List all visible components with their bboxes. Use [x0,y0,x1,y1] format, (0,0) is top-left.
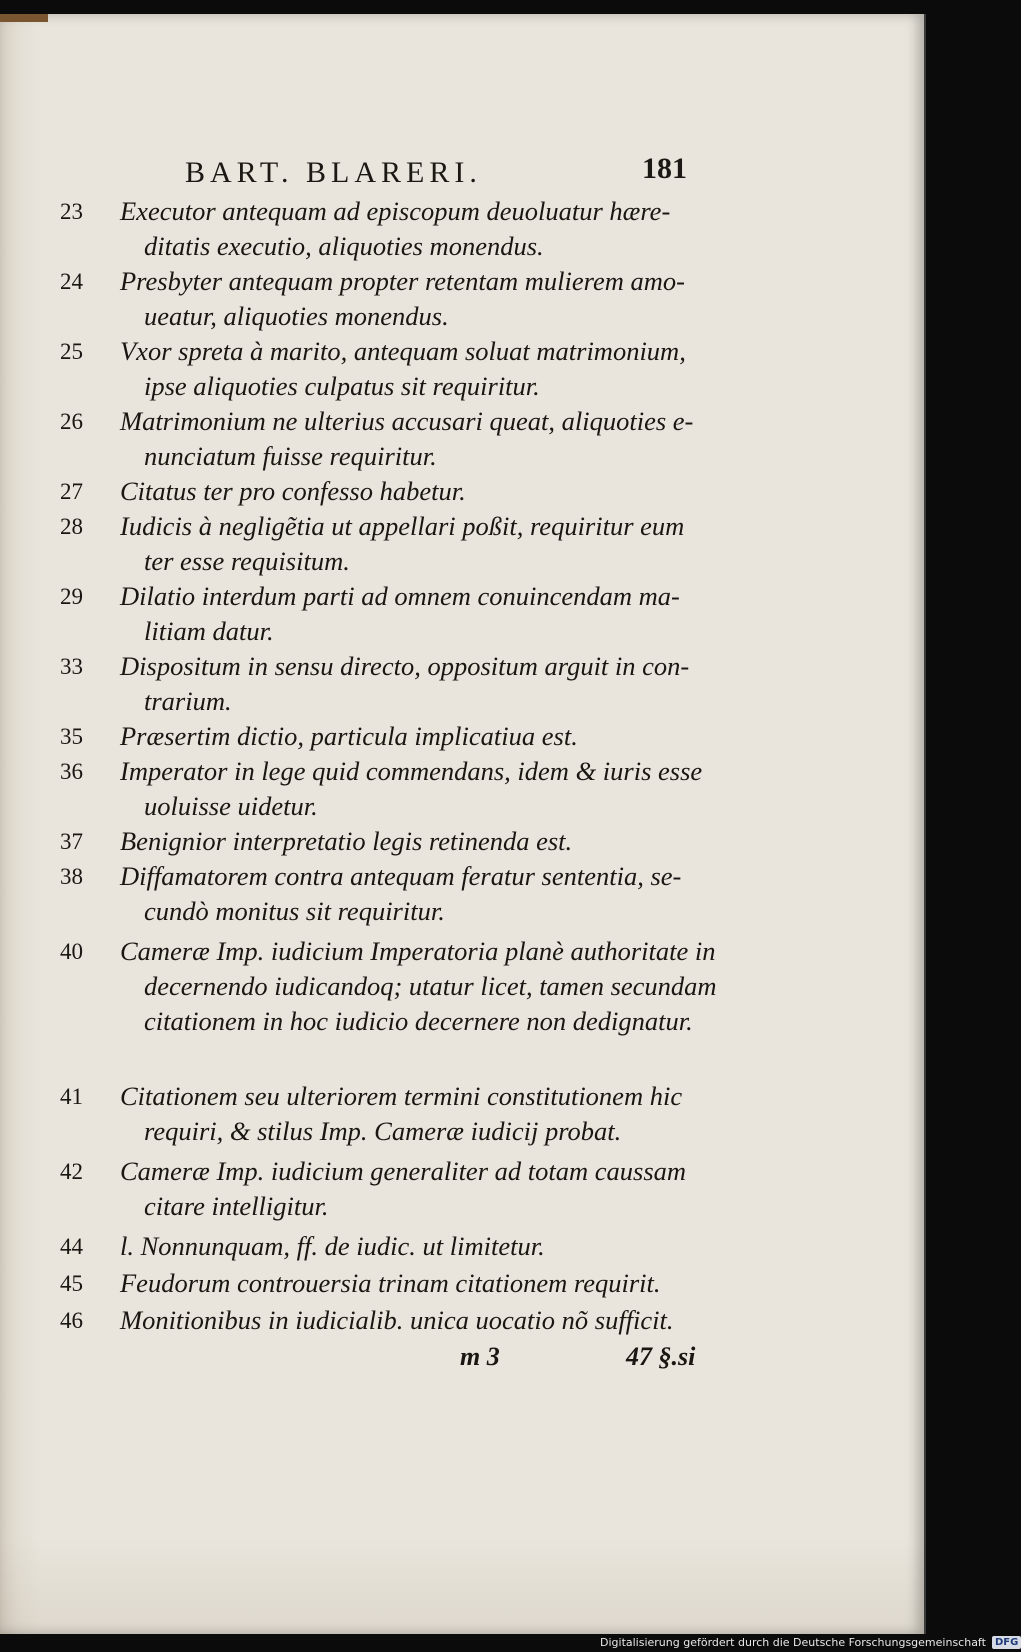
index-entry [60,1154,720,1224]
index-entry [60,194,720,264]
signature-mark: m 3 [460,1342,500,1371]
entry-number: 28 [60,514,83,539]
page-number: 181 [642,152,687,185]
entry-text: Feudorum controuersia trinam citationem requirit. [120,1268,661,1298]
entry-number: 35 [60,724,83,749]
index-entry [60,1266,720,1301]
entry-text: Monitionibus in iudicialib. unica uocatio nõ sufficit. [120,1305,674,1335]
book-page [0,14,926,1634]
entry-number: 23 [60,199,83,224]
entry-text: Matrimonium ne ulterius accusari queat, aliquoties enunciatum fuisse requiritur. [120,406,694,471]
index-entry [60,824,720,859]
entry-text: Dispositum in sensu directo, oppositum arguit in contrarium. [120,651,690,716]
entry-number: 40 [60,939,83,964]
index-entry [60,404,720,474]
entry-text: Citationem seu ulteriorem termini constitutionem hic requiri, & stilus Imp. Cameræ iudicij probat. [120,1081,683,1146]
funding-notice: Digitalisierung gefördert durch die Deutsche Forschungsgemeinschaft [600,1635,986,1649]
entry-number: 45 [60,1271,83,1296]
entry-text: Presbyter antequam propter retentam mulierem amoueatur, aliquoties monendus. [120,266,685,331]
entry-number: 42 [60,1159,83,1184]
entry-number: 36 [60,759,83,784]
entry-number: 24 [60,269,83,294]
entry-number: 46 [60,1308,83,1333]
index-entry [60,649,720,719]
entry-text: Cameræ Imp. iudicium generaliter ad totam caussam citare intelligitur. [120,1156,687,1221]
entry-text: Imperator in lege quid commendans, idem & iuris esse uoluisse uidetur. [120,756,703,821]
index-entry [60,579,720,649]
entry-text: Vxor spreta à marito, antequam soluat matrimonium, ipse aliquoties culpatus sit requiritur. [120,336,686,401]
entry-number: 37 [60,829,83,854]
index-entry [60,1079,720,1149]
index-entries [0,14,924,1414]
entry-text: Dilatio interdum parti ad omnem conuincendam malitiam datur. [120,581,680,646]
entry-text: Cameræ Imp. iudicium Imperatoria planè authoritate in decernendo iudicandoq; utatur licet, tamen secundam citationem in hoc iudicio decernere non dedignatur. [120,936,717,1036]
entry-number: 25 [60,339,83,364]
index-entry [60,334,720,404]
entry-number: 27 [60,479,83,504]
entry-number: 41 [60,1084,83,1109]
index-entry [60,509,720,579]
entry-text: Diffamatorem contra antequam feratur sententia, secundò monitus sit requiritur. [120,861,682,926]
index-entry [60,859,720,929]
entry-number: 33 [60,654,83,679]
entry-number: 38 [60,864,83,889]
digitization-footer [600,1632,1019,1652]
index-entry [60,754,720,824]
entry-text: Benignior interpretatio legis retinenda est. [120,826,573,856]
entry-number: 29 [60,584,83,609]
entry-number: 44 [60,1234,83,1259]
index-entry [60,474,720,509]
index-entry [60,934,720,1039]
index-entry [60,719,720,754]
dfg-logo-icon: DFG [992,1636,1021,1649]
index-entry [60,1303,720,1338]
entry-text: Iudicis à negligẽtia ut appellari poßit, requiritur eum ter esse requisitum. [120,511,685,576]
index-entry [60,1229,720,1264]
entry-text: Executor antequam ad episcopum deuoluatur hæreditatis executio, aliquoties monendus. [120,196,671,261]
catchword: 47 §.si [626,1342,696,1371]
entry-text: Præsertim dictio, particula implicatiua est. [120,721,578,751]
entry-text: l. Nonnunquam, ff. de iudic. ut limitetur. [120,1231,545,1261]
entry-number: 26 [60,409,83,434]
index-entry [60,264,720,334]
running-head: BART. BLARERI. [185,156,482,189]
entry-text: Citatus ter pro confesso habetur. [120,476,466,506]
